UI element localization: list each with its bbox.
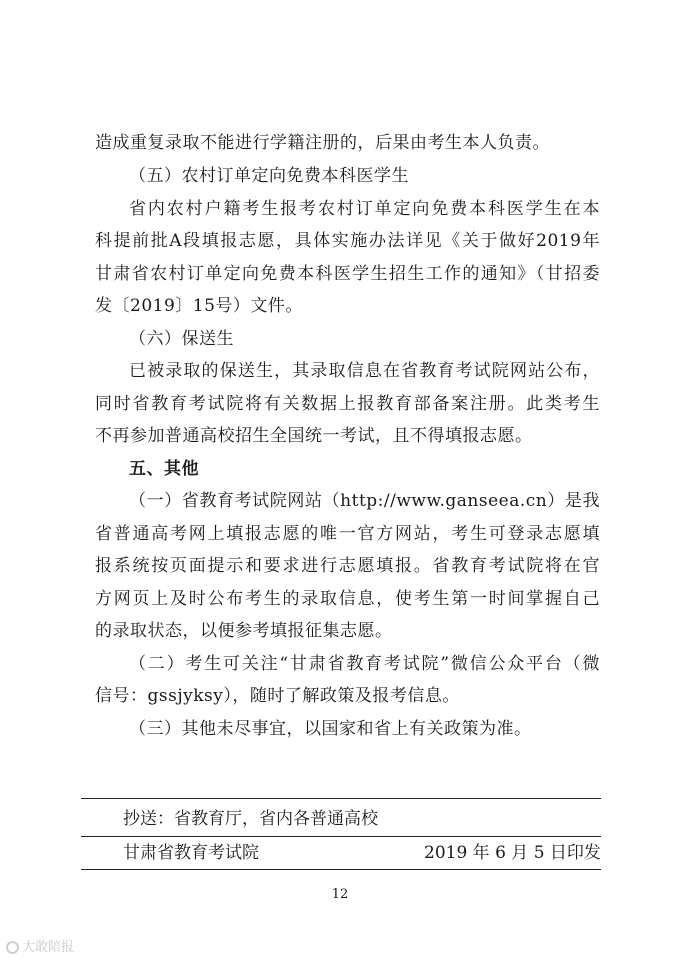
paragraph-line: 同时省教育考试院将有关数据上报教育部备案注册。此类考生 — [95, 394, 600, 414]
paragraph-line: 已被录取的保送生，其录取信息在省教育考试院网站公布， — [129, 361, 600, 381]
section-subheading: （五）农村订单定向免费本科医学生 — [129, 166, 409, 186]
paragraph-line: 发〔2019〕15号）文件。 — [95, 296, 303, 316]
watermark-text: 大敢陪报 — [22, 940, 75, 955]
watermark-logo-icon — [6, 941, 19, 954]
paragraph-line: 报系统按页面提示和要求进行志愿填报。省教育考试院将在官 — [95, 556, 600, 576]
footer-bottom-rule — [81, 869, 601, 870]
paragraph-line: 的录取状态，以便参考填报征集志愿。 — [95, 621, 393, 641]
page-number: 12 — [331, 887, 349, 902]
paragraph-line: 造成重复录取不能进行学籍注册的，后果由考生本人负责。 — [95, 133, 550, 153]
paragraph-line: 科提前批A段填报志愿，具体实施办法详见《关于做好2019年 — [95, 231, 600, 251]
issue-date: 2019 年 6 月 5 日印发 — [424, 843, 601, 863]
paragraph-line: （三）其他未尽事宜，以国家和省上有关政策为准。 — [129, 719, 532, 739]
paragraph-line: 甘肃省农村订单定向免费本科医学生招生工作的通知》（甘招委 — [95, 264, 600, 284]
paragraph-line: 方网页上及时公布考生的录取信息，使考生第一时间掌握自己 — [95, 589, 600, 609]
paragraph-line: （一）省教育考试院网站（http://www.ganseea.cn）是我 — [129, 491, 600, 511]
footer-top-rule — [81, 798, 601, 799]
issuer-name: 甘肃省教育考试院 — [123, 843, 259, 863]
paragraph-line: 信号：gssjyksy），随时了解政策及报考信息。 — [95, 686, 460, 706]
footer-middle-rule — [81, 836, 601, 837]
watermark — [6, 936, 74, 955]
cc-line: 抄送：省教育厅，省内各普通高校 — [123, 809, 378, 829]
section-subheading: （六）保送生 — [129, 329, 234, 349]
paragraph-line: 省内农村户籍考生报考农村订单定向免费本科医学生在本 — [129, 199, 600, 219]
paragraph-line: （二）考生可关注“甘肃省教育考试院”微信公众平台（微 — [129, 654, 600, 674]
paragraph-line: 省普通高考网上填报志愿的唯一官方网站，考生可登录志愿填 — [95, 524, 600, 544]
section-heading: 五、其他 — [129, 459, 199, 479]
paragraph-line: 不再参加普通高校招生全国统一考试，且不得填报志愿。 — [95, 426, 533, 446]
